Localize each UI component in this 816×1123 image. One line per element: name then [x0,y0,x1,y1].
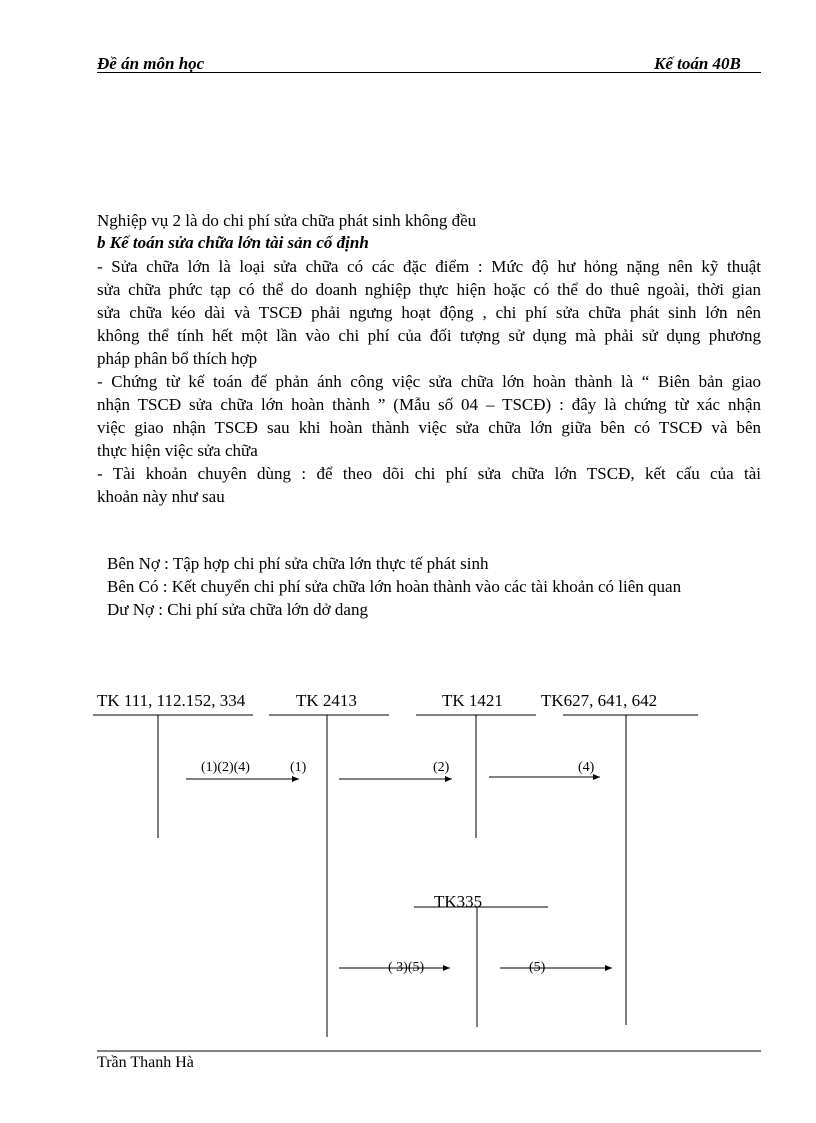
paragraph-line: - Chứng từ kế toán để phản ánh công việc sửa chữa lớn hoàn thành là “ Biên bản giao [97,372,761,391]
paragraph-line: - Tài khoản chuyên dùng : để theo dõi chi phí sửa chữa lớn TSCĐ, kết cấu của tài [97,464,761,483]
header-left: Đề án môn học [97,54,205,73]
paragraph-line: pháp phân bổ thích hợp [97,349,258,368]
paragraph-line: không thể tính hết một lần vào chi phí của đối tượng sử dụng mà phải sử dụng phương [97,326,761,345]
arrow-3-label: (4) [578,760,595,775]
paragraph-line: nhận TSCĐ sửa chữa lớn hoàn thành ” (Mẫu số 04 – TSCĐ) : đây là chứng từ xác nhận [97,395,761,414]
tk1-label: TK 111, 112.152, 334 [97,691,246,710]
footer-author: Trần Thanh Hà [97,1054,194,1071]
arrow-4-label: ( 3)(5) [388,960,425,975]
paragraph-line: thực hiện việc sửa chữa [97,441,258,460]
section-heading: b Kế toán sửa chữa lớn tài sản cố định [97,233,369,252]
arrow-1-label: (1)(2)(4) [201,760,250,775]
paragraph-line: khoản này như sau [97,487,225,506]
paragraph-line: sửa chữa kéo dài và TSCĐ phải ngưng hoạt động , chi phí sửa chữa phát sinh lớn nên [97,303,761,322]
tk4-label: TK627, 641, 642 [541,691,658,710]
arrow-1b-label: (1) [290,760,307,775]
arrow-5-label: (5) [529,960,546,975]
account-balance: Dư Nợ : Chi phí sửa chữa lớn dở dang [107,600,368,619]
account-debit: Bên Nợ : Tập hợp chi phí sửa chữa lớn thực tế phát sinh [107,554,489,573]
intro-line: Nghiệp vụ 2 là do chi phí sửa chữa phát sinh không đều [97,211,477,230]
account-credit: Bên Có : Kết chuyển chi phí sửa chữa lớn hoàn thành vào các tài khoản có liên quan [107,577,682,596]
paragraph-line: - Sửa chữa lớn là loại sửa chữa có các đặc điểm : Mức độ hư hỏng nặng nên kỹ thuật [97,257,761,276]
header-right: Kế toán 40B [654,54,741,73]
paragraph-line: việc giao nhận TSCĐ sau khi hoàn thành việc sửa chữa lớn giữa bên có TSCĐ và bên [97,418,761,437]
tk5-label: TK335 [434,892,483,911]
paragraph-line: sửa chữa phức tạp có thể do doanh nghiệp thực hiện hoặc có thể do thuê ngoài, thời gian [97,280,761,299]
tk2-label: TK 2413 [296,691,357,710]
arrow-2-label: (2) [433,760,450,775]
tk3-label: TK 1421 [442,691,503,710]
